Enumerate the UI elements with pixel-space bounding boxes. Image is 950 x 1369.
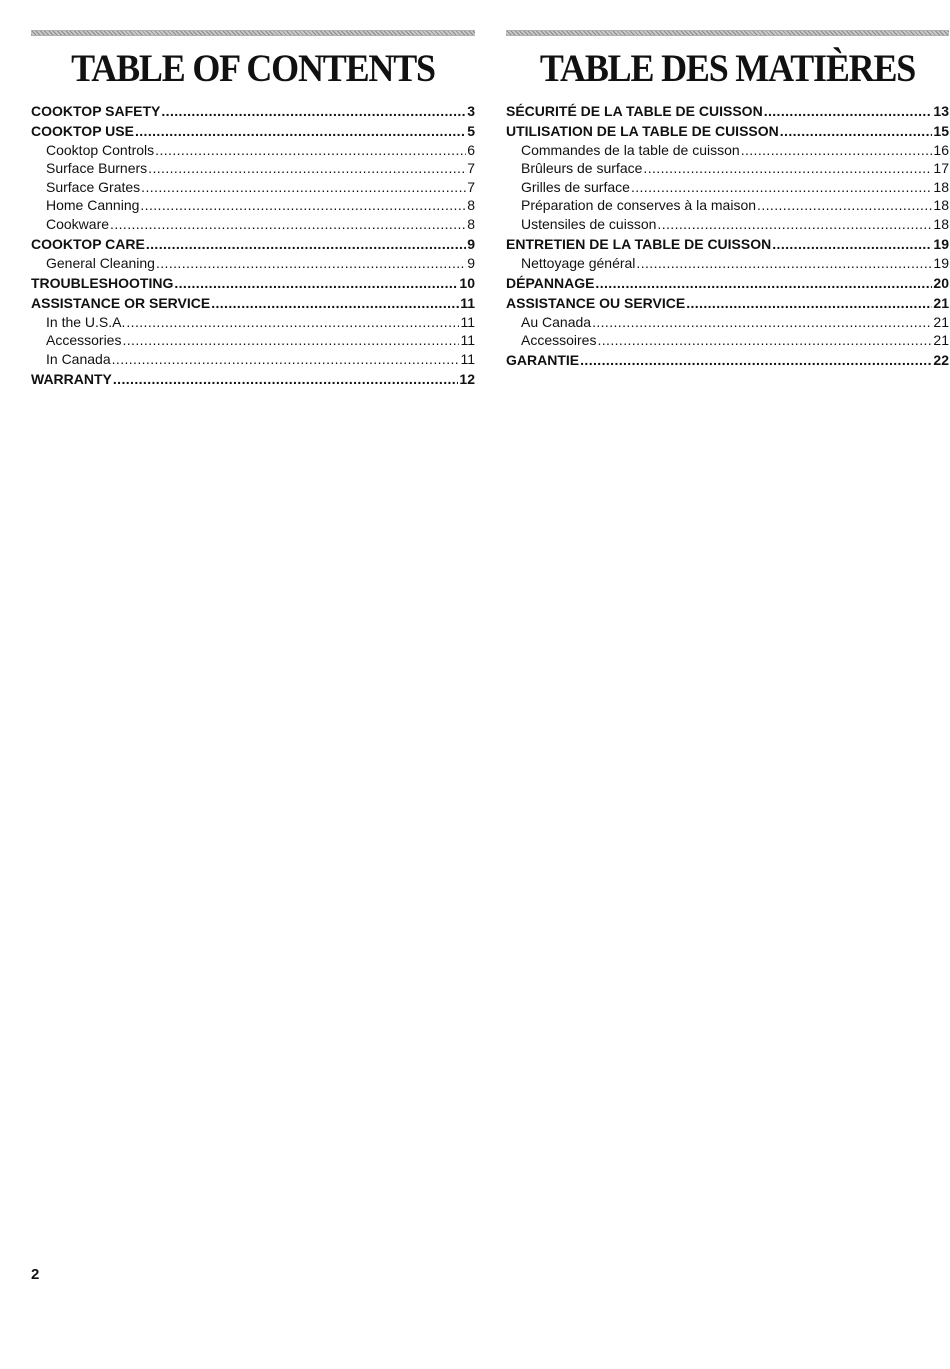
dot-leader	[780, 122, 933, 141]
header-rule	[506, 30, 949, 36]
toc-section-entry[interactable]	[31, 274, 475, 293]
toc-section-entry[interactable]	[31, 294, 475, 313]
toc-entry-page-number: 11	[460, 313, 475, 330]
toc-entry-page-number: 19	[933, 254, 949, 271]
toc-entry-page-number: 10	[459, 274, 475, 291]
toc-entry-label: Ustensiles de cuisson	[521, 216, 657, 233]
toc-section-entry[interactable]	[506, 274, 949, 293]
toc-entry-label: COOKTOP USE	[31, 123, 134, 140]
toc-entry-label: DÉPANNAGE	[506, 274, 595, 291]
toc-entry-page-number: 11	[460, 294, 475, 311]
toc-subsection-entry[interactable]	[506, 331, 949, 350]
toc-entry-label: General Cleaning	[46, 254, 155, 271]
toc-entry-label: In Canada	[46, 350, 111, 367]
toc-subsection-entry[interactable]	[31, 331, 475, 350]
toc-entry-label: GARANTIE	[506, 352, 580, 369]
toc-section-entry[interactable]	[31, 102, 475, 121]
dot-leader	[146, 235, 466, 254]
dot-leader	[174, 274, 458, 293]
dot-leader	[135, 122, 466, 141]
dot-leader	[110, 215, 466, 234]
toc-entry-page-number: 22	[933, 352, 949, 369]
toc-entry-label: Accessories	[46, 332, 122, 349]
toc-subsection-entry[interactable]	[506, 141, 949, 160]
toc-section-entry[interactable]	[506, 294, 949, 313]
toc-section-entry[interactable]	[506, 102, 949, 121]
toc-section-entry[interactable]	[506, 351, 949, 370]
toc-subsection-entry[interactable]	[506, 215, 949, 234]
toc-entry-label: Cooktop Controls	[46, 141, 155, 158]
dot-leader	[772, 235, 932, 254]
dot-leader	[592, 313, 932, 332]
dot-leader	[113, 370, 459, 389]
toc-entry-label: Cookware	[46, 216, 110, 233]
dot-leader	[156, 254, 466, 273]
toc-entry-label: SÉCURITÉ DE LA TABLE DE CUISSON	[506, 103, 763, 119]
dot-leader	[112, 350, 460, 369]
toc-entry-page-number: 3	[467, 103, 475, 119]
toc-entry-page-number: 21	[933, 332, 949, 349]
dot-leader	[631, 178, 932, 197]
toc-section-entry[interactable]	[31, 122, 475, 141]
toc-entry-page-number: 17	[933, 160, 949, 177]
toc-subsection-entry[interactable]	[31, 141, 475, 160]
toc-entry-page-number: 9	[467, 236, 475, 253]
toc-entry-label: Brûleurs de surface	[521, 160, 643, 177]
toc-list-english	[31, 102, 475, 388]
toc-entry-page-number: 21	[933, 294, 949, 311]
toc-entry-label: ASSISTANCE OR SERVICE	[31, 294, 211, 311]
toc-subsection-entry[interactable]	[506, 196, 949, 215]
dot-leader	[148, 159, 466, 178]
toc-entry-label: Grilles de surface	[521, 178, 630, 195]
toc-entry-page-number: 7	[467, 178, 475, 195]
toc-entry-page-number: 11	[460, 332, 475, 349]
toc-subsection-entry[interactable]	[31, 313, 475, 332]
dot-leader	[161, 102, 466, 121]
toc-entry-label: TROUBLESHOOTING	[31, 274, 174, 291]
toc-subsection-entry[interactable]	[31, 254, 475, 273]
toc-entry-page-number: 11	[460, 350, 475, 367]
toc-entry-label: COOKTOP SAFETY	[31, 103, 161, 119]
dot-leader	[155, 141, 466, 160]
toc-subsection-entry[interactable]	[31, 196, 475, 215]
toc-entry-page-number: 13	[933, 103, 949, 119]
toc-entry-page-number: 15	[933, 123, 949, 140]
dot-leader	[643, 159, 932, 178]
toc-column-english	[31, 30, 475, 388]
toc-entry-page-number: 18	[933, 178, 949, 195]
dot-leader	[141, 178, 466, 197]
toc-entry-page-number: 8	[467, 216, 475, 233]
toc-subsection-entry[interactable]	[31, 159, 475, 178]
toc-entry-label: COOKTOP CARE	[31, 236, 145, 253]
page-number: 2	[31, 1266, 40, 1283]
dot-leader	[741, 141, 933, 160]
toc-section-entry[interactable]	[506, 122, 949, 141]
toc-subsection-entry[interactable]	[31, 178, 475, 197]
toc-subsection-entry[interactable]	[506, 159, 949, 178]
toc-entry-label: WARRANTY	[31, 370, 112, 387]
dot-leader	[686, 294, 932, 313]
toc-subsection-entry[interactable]	[31, 215, 475, 234]
toc-entry-label: ENTRETIEN DE LA TABLE DE CUISSON	[506, 236, 772, 253]
toc-entry-page-number: 21	[933, 313, 949, 330]
toc-entry-label: Nettoyage général	[521, 254, 636, 271]
toc-entry-page-number: 20	[933, 274, 949, 291]
toc-entry-page-number: 18	[933, 216, 949, 233]
toc-section-entry[interactable]	[31, 370, 475, 389]
header-rule	[31, 30, 475, 36]
toc-entry-page-number: 9	[467, 254, 475, 271]
toc-entry-page-number: 19	[933, 236, 949, 253]
toc-entry-label: Accessoires	[521, 332, 597, 349]
dot-leader	[764, 102, 933, 121]
toc-list-french	[506, 102, 949, 370]
toc-entry-label: Surface Burners	[46, 160, 148, 177]
dot-leader	[580, 351, 932, 370]
toc-entry-label: In the U.S.A.	[46, 313, 126, 330]
dot-leader	[140, 196, 466, 215]
toc-entry-label: Surface Grates	[46, 178, 141, 195]
toc-subsection-entry[interactable]	[31, 350, 475, 369]
dot-leader	[597, 331, 932, 350]
dot-leader	[595, 274, 932, 293]
toc-entry-page-number: 8	[467, 197, 475, 214]
toc-section-entry[interactable]	[31, 235, 475, 254]
toc-entry-label: ASSISTANCE OU SERVICE	[506, 294, 686, 311]
toc-entry-page-number: 18	[933, 197, 949, 214]
toc-entry-label: Commandes de la table de cuisson	[521, 141, 740, 158]
toc-entry-label: UTILISATION DE LA TABLE DE CUISSON	[506, 123, 779, 140]
toc-subsection-entry[interactable]	[506, 178, 949, 197]
toc-subsection-entry[interactable]	[506, 254, 949, 273]
toc-entry-page-number: 7	[467, 160, 475, 177]
toc-entry-label: Au Canada	[521, 313, 592, 330]
dot-leader	[636, 254, 932, 273]
dot-leader	[211, 294, 459, 313]
toc-title-french: TABLE DES MATIÈRES	[539, 46, 916, 90]
toc-section-entry[interactable]	[506, 235, 949, 254]
toc-entry-page-number: 16	[933, 141, 949, 158]
toc-entry-page-number: 6	[467, 141, 475, 158]
toc-title-english: TABLE OF CONTENTS	[71, 46, 435, 90]
dot-leader	[122, 331, 459, 350]
toc-entry-page-number: 12	[459, 370, 475, 387]
toc-entry-page-number: 5	[467, 123, 475, 140]
toc-column-french	[506, 30, 949, 370]
toc-subsection-entry[interactable]	[506, 313, 949, 332]
dot-leader	[126, 313, 459, 332]
dot-leader	[757, 196, 932, 215]
dot-leader	[657, 215, 932, 234]
toc-entry-label: Home Canning	[46, 197, 140, 214]
toc-entry-label: Préparation de conserves à la maison	[521, 197, 757, 214]
